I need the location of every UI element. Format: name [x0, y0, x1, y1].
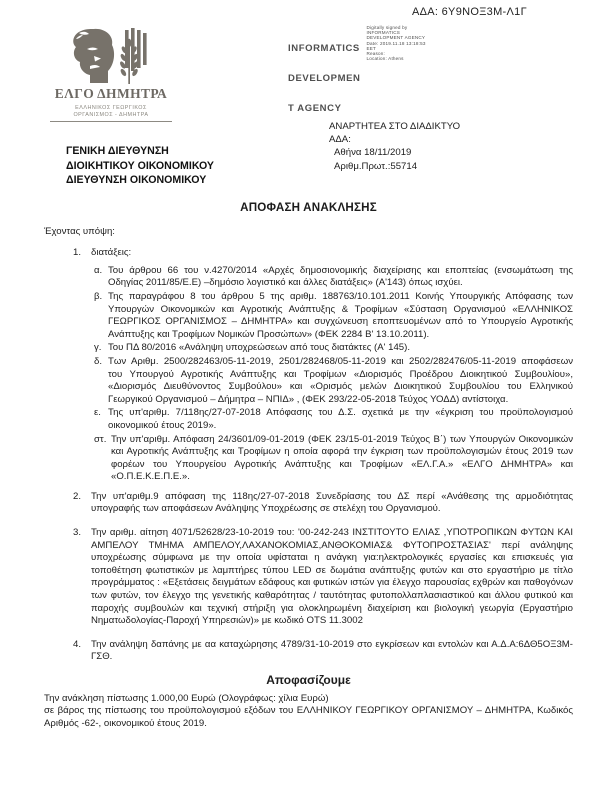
- sub-item-marker: α.: [94, 264, 103, 276]
- department-line3: ΔΙΕΥΘΥΝΣΗ ΟΙΚΟΝΟΜΙΚΟΥ: [66, 174, 207, 187]
- elgo-dimitra-logo: [50, 27, 172, 122]
- list-item-2: [44, 491, 573, 516]
- signature-detail-line: Date: 2019.11.18 13:18:53: [366, 40, 426, 46]
- list-item-3: [44, 527, 573, 628]
- logo-caption-line1: ΕΛΛΗΝΙΚΟΣ ΓΕΩΡΓΙΚΟΣ: [75, 105, 147, 111]
- signature-detail-line: Location: Athens: [366, 56, 404, 62]
- signature-agency-line: T AGENCY: [288, 103, 342, 114]
- place-date: Αθήνα 18/11/2019: [334, 147, 412, 159]
- signature-detail-line: EET: [366, 45, 377, 51]
- logo-title: ΕΛΓΟ ΔΗΜΗΤΡΑ: [54, 86, 168, 101]
- provisions-sublist: [44, 265, 573, 484]
- sub-item-e: [94, 407, 573, 432]
- document-title: ΑΠΟΦΑΣΗ ΑΝΑΚΛΗΣΗΣ: [240, 201, 377, 214]
- signature-detail-line: DEVELOPMENT AGENCY: [366, 35, 426, 41]
- list-item-1: [44, 247, 573, 260]
- department-line2: ΔΙΟΙΚΗΤΙΚΟΥ ΟΙΚΟΝΟΜΙΚΟΥ: [66, 159, 214, 172]
- sub-item-st: [94, 434, 573, 484]
- sub-item-marker: γ.: [94, 342, 102, 354]
- sub-item-a: [94, 265, 573, 290]
- sub-item-text: Του άρθρου 66 του ν.4270/2014 «Αρχές δημοσιονομικής διαχείρισης και εποπτείας (ενσωμάτωση της Οδηγίας 2011/85/Ε.Ε) –δημόσιο λογιστικό και άλλες διατάξεις» (Α'143) όπως ισχύει.: [108, 264, 573, 289]
- sub-item-text: Της υπ'αριθμ. 7/118ης/27-07-2018 Απόφασης του Δ.Σ. σχετικά με την «έγκριση του προϋπολογισμού οικονομικού έτους 2019».: [108, 407, 573, 431]
- intro-text: Έχοντας υπόψη:: [44, 225, 115, 237]
- decision-heading: Αποφασίζουμε: [266, 673, 351, 687]
- department-block: [66, 144, 214, 188]
- sub-item-marker: ε.: [94, 407, 101, 419]
- list-item-text: Την αριθμ. αίτηση 4071/52628/23-10-2019 του: '00-242-243 ΙΝΣΤΙΤΟΥΤΟ ΕΛΙΑΣ ,ΥΠΟΤΡΟΠΙΚΩΝ ΦΥΤΩΝ ΚΑΙ ΑΜΠΕΛΟΥ ΤΜΗΜΑ ΑΜΠΕΛΟΥ,ΛΑΧΑΝΟΚΟΜΙΑΣ,ΑΝΘΟΚΟΜΙΑΣ& ΦΥΤΟΠΡΟΣΤΑΣΙΑΣ' περί ανάληψης υποχρέωσης σύμφωνα με την οποία υφίσταται η ανάγκη για:ηλεκτρολογικές εργασίες και επισκευές για τοποθέτηση φωτιστικών με λαμπτήρες τύπου LED σε δωμάτια ανάπτυξης φυτών και στο εργαστήριο με τίτλο προγράμματος : «Εξετάσεις δειγμάτων εδάφους και φυτικών ιστών για έλεγχο παρουσίας εχθρών και παθογόνων των φυτών, τον έλεγχο της γενετικής καθαρότητας / ταυτότητας φυτοπολλαπλασιαστικού και άλλου φυτικού και παροχής συμβουλών και τεχνική στήριξη για ολοκληρωμένη διαχείριση και βιολογική γεωργία (Εργαστήριο Νηματωδολογίας-Παροχή Υπηρεσιών)» με κωδικό OTS 11.3002: [91, 527, 573, 627]
- sub-item-marker: δ.: [94, 355, 103, 367]
- sub-item-text: Του ΠΔ 80/2016 «Ανάληψη υποχρεώσεων από τους διατάκτες (Α' 145).: [108, 342, 410, 354]
- sub-item-text: Της παραγράφου 8 του άρθρου 5 της αριθμ. 188763/10.101.2011 Κοινής Υπουργικής Απόφασης των Υπουργών Οικονομικών και Αγροτικής Ανάπτυξης & Τροφίμων «Σύσταση Οργανισμού «ΕΛΛΗΝΙΚΟΣ ΓΕΩΡΓΙΚΟΣ ΟΡΓΑΝΙΣΜΟΣ – ΔΗΜΗΤΡΑ» και συγχώνευση εποπτευομένων από το Υπουργείο Αγροτικής Ανάπτυξης και Τροφίμων Νομικών Προσώπων» (ΦΕΚ 2284 Β' 13.10.2011).: [108, 290, 573, 340]
- sub-item-b: [94, 291, 573, 341]
- signature-detail-line: INFORMATICS: [366, 30, 401, 36]
- signature-details: [367, 25, 426, 61]
- sub-item-marker: στ.: [94, 433, 107, 445]
- decision-budget-line: σε βάρος της πίστωσης του προϋπολογισμού εξόδων του ΕΛΛΗΝΙΚΟΥ ΓΕΩΡΓΙΚΟΥ ΟΡΓΑΝΙΣΜΟΥ – ΔΗΜΗΤΡΑ, Κωδικός Αριθμός -62-, οικονομικού έτους 2019.: [44, 705, 573, 729]
- list-item-text: διατάξεις:: [91, 247, 132, 259]
- header-right-block: [329, 120, 460, 173]
- document-body: [44, 202, 573, 730]
- sub-item-text: Των Αριθμ. 2500/282463/05-11-2019, 2501/282468/05-11-2019 και 2502/282476/05-11-2019 αποφάσεων του Υπουργού Αγροτικής Ανάπτυξης και Τροφίμων «Διορισμός Προέδρου Διοικητικού Συμβουλίου», «Διορισμός Διευθύνοντος Συμβούλου» και «Ορισμός μελών Διοικητικού Συμβουλίου του Ελληνικού Γεωργικού Οργανισμού – Δήμητρα – ΝΠΙΔ» , (ΦΕΚ 293/22-05-2018 Τεύχος ΥΟΔΔ) αντίστοιχα.: [108, 355, 573, 405]
- list-item-4: [44, 639, 573, 664]
- sub-item-marker: β.: [94, 290, 103, 302]
- signature-agency-line: DEVELOPMEN: [288, 73, 361, 84]
- department-line1: ΓΕΝΙΚΗ ΔΙΕΥΘΥΝΣΗ: [66, 145, 169, 157]
- ada-blank-label: ΑΔΑ:: [329, 134, 351, 146]
- ada-code: ΑΔΑ: 6Υ9ΝΟΞ3Μ-Λ1Γ: [412, 6, 527, 18]
- list-item-text: Την υπ'αριθμ.9 απόφαση της 118ης/27-07-2018 Συνεδρίασης του ΔΣ περί «Ανάθεσης της αρμοδιότητας υπογραφής των αποφάσεων Ανάληψης Υποχρέωσης σε στελέχη του Οργανισμού.: [91, 490, 573, 515]
- sub-item-d: [94, 356, 573, 406]
- signature-detail-line: Digitally signed by: [366, 25, 408, 30]
- list-item-text: Την ανάληψη δαπάνης με αα καταχώρησης 4789/31-10-2019 στο εγκρίσεων και εντολών και Α.Δ.Α:6ΔΘ5ΟΞ3Μ-ΓΣΘ.: [91, 638, 573, 663]
- sub-item-text: Την υπ'αριθμ. Απόφαση 24/3601/09-01-2019 (ΦΕΚ 23/15-01-2019 Τεύχος Β΄) των Υπουργών Οικονομικών και Αγροτικής Ανάπτυξης και Τροφίμων η οποία αφορά την έγκριση των προϋπολογισμών έτους 2019 των φορέων του Υπουργείου Αγροτικής Ανάπτυξης και Τροφίμων «ΕΛ.Γ.Α.» «ΕΛΓΟ ΔΗΜΗΤΡΑ» και «Ο.Π.Ε.Κ.Ε.Π.Ε.».: [111, 433, 573, 483]
- list-item-number: 1.: [73, 247, 82, 259]
- digital-signature-stamp: [288, 24, 426, 134]
- anartitea-label: ΑΝΑΡΤΗΤΕΑ ΣΤΟ ΔΙΑΔΙΚΤΥΟ: [329, 121, 461, 132]
- logo-caption-line2: ΟΡΓΑΝΙΣΜΟΣ - ΔΗΜΗΤΡΑ: [73, 112, 149, 118]
- list-item-number: 2.: [73, 490, 82, 502]
- decision-amount-line: Την ανάκληση πίστωσης 1.000,00 Ευρώ (Ολογράφως: χίλια Ευρώ): [44, 692, 329, 704]
- protocol-number: Αριθμ.Πρωτ.:55714: [334, 160, 418, 172]
- signature-detail-line: Reason:: [366, 51, 386, 57]
- demeter-wheat-icon: [67, 27, 155, 85]
- list-item-number: 3.: [73, 527, 82, 539]
- sub-item-c: [94, 342, 573, 355]
- signature-agency-name: [288, 24, 361, 134]
- logo-caption: [50, 104, 172, 122]
- signature-agency-line: INFORMATICS: [288, 43, 360, 54]
- list-item-number: 4.: [73, 638, 82, 650]
- decision-paragraph: [44, 693, 573, 731]
